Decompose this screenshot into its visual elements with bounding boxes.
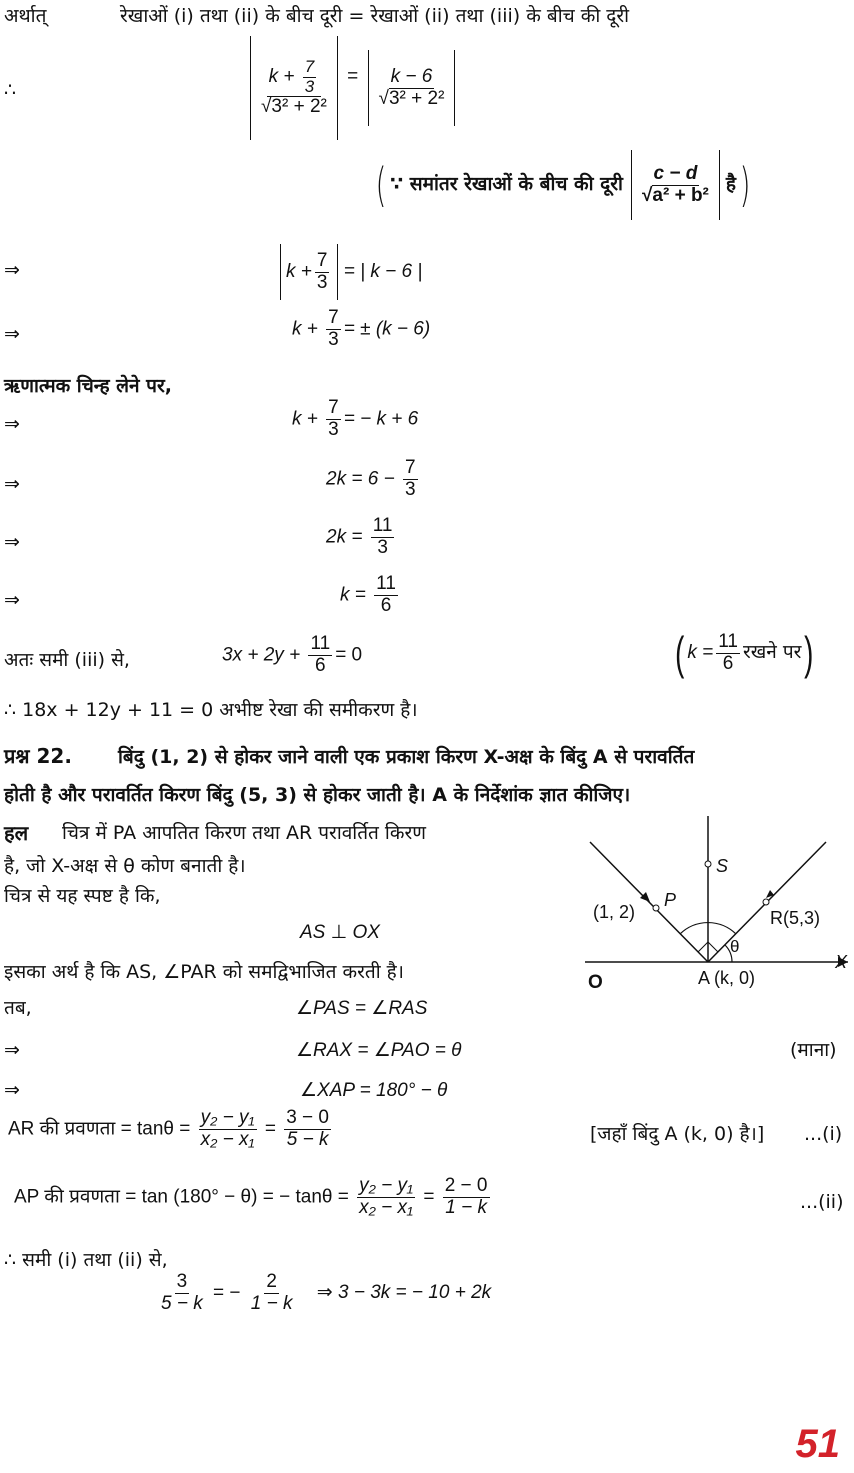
distance-statement: रेखाओं (i) तथा (ii) के बीच दूरी = रेखाओं (ii) तथा (iii) के बीच की दूरी <box>120 5 630 27</box>
solution-label: हल <box>4 821 29 845</box>
p-coordinate-label: (1, 2) <box>593 902 636 922</box>
angle-eq-2: ∠RAX = ∠PAO = θ <box>296 1040 462 1061</box>
question-22-label: प्रश्न 22. <box>4 744 72 768</box>
equation-8: 3x + 2y + $\frac{11}{6}$ = 0 <box>222 633 363 676</box>
substitution-note: ( k = $\frac{11}{6}$ रखने पर ) <box>675 627 814 679</box>
equation-5: 2k = 6 − $\frac{7}{3}$ <box>326 457 416 500</box>
implies-5: ⇒ <box>4 532 20 553</box>
question-22-line-1: बिंदु (1, 2) से होकर जाने वाली एक प्रकाश किरण X-अक्ष के बिंदु A से परावर्तित <box>118 746 695 768</box>
line-arthat: अर्थात् <box>4 5 47 27</box>
p-label: P <box>664 890 677 910</box>
ar-slope-equation: AR की प्रवणता = tanθ = $\frac{\text{y₂ − y₁}}{\text{x₂ − x₁}}$ = $\frac{3 - 0}{5 - k}$ <box>8 1107 329 1150</box>
equation-7: k = $\frac{11}{6}$ <box>340 573 396 616</box>
angle-eq-3: ∠XAP = 180° − θ <box>300 1080 448 1101</box>
ref-ii: ...(ii) <box>800 1191 844 1213</box>
solution-line-2: है, जो X-अक्ष से θ कोण बनाती है। <box>4 855 246 877</box>
angle-eq-1: ∠PAS = ∠RAS <box>296 998 428 1019</box>
ata-text: अतः समी (iii) से, <box>4 649 130 671</box>
s-label: S <box>716 856 729 876</box>
a-label: A (k, 0) <box>698 968 756 988</box>
question-22-line-2: होती है और परावर्तित किरण बिंदु (5, 3) से होकर जाती है। A के निर्देशांक ज्ञात कीजिए। <box>4 784 631 806</box>
equation-4: k + $\frac{7}{3}$ = − k + 6 <box>292 397 419 440</box>
x-label: X <box>835 952 848 972</box>
point-p <box>653 905 659 911</box>
page-number: 51 <box>795 1422 840 1466</box>
equation-3: k + $\frac{7}{3}$ = ± (k − 6) <box>292 307 431 350</box>
o-label: O <box>588 972 603 993</box>
solution-line-1: चित्र में PA आपतित किरण तथा AR परावर्तित किरण <box>62 822 426 844</box>
ar-note: [जहाँ बिंदु A (k, 0) है।] <box>590 1123 765 1145</box>
reflection-diagram <box>580 812 854 1002</box>
solution-line-3: चित्र से यह स्पष्ट है कि, <box>4 885 161 907</box>
assumed-note: (माना) <box>790 1039 837 1061</box>
tab-text: तब, <box>4 997 32 1019</box>
equation-6: 2k = $\frac{11}{3}$ <box>326 515 393 558</box>
from-equations: ∴ समी (i) तथा (ii) से, <box>4 1249 168 1271</box>
implies-1: ⇒ <box>4 260 20 281</box>
equation-1: k + $\frac{7}{3}$ √3² + 2² = $\frac{k - 6}{\text{√3² + 2²}}$ <box>250 36 455 140</box>
equation-2: k + $\frac{7}{3}$ = | k − 6 | <box>280 244 422 300</box>
therefore-symbol: ∴ <box>4 79 17 101</box>
final-equation-line: ∴ 18x + 12y + 11 = 0 अभीष्ट रेखा की समीकरण है। <box>4 699 418 721</box>
implies-8: ⇒ <box>4 1080 20 1101</box>
negative-sign-text: ऋणात्मक चिन्ह लेने पर, <box>4 375 172 397</box>
bisect-line: इसका अर्थ है कि AS, ∠PAR को समद्विभाजित करती है। <box>4 961 404 983</box>
point-s <box>705 861 711 867</box>
perpendicular-statement: AS ⊥ OX <box>300 922 380 943</box>
implies-6: ⇒ <box>4 590 20 611</box>
implies-3: ⇒ <box>4 414 20 435</box>
final-step-equation: $\frac{3}{5 - k}$ = − $\frac{2}{1 - k}$ ⇒ 3 − 3k = − 10 + 2k <box>161 1271 492 1314</box>
implies-7: ⇒ <box>4 1040 20 1061</box>
ref-i: ...(i) <box>804 1123 843 1145</box>
parallel-distance-note: ( ∵ समांतर रेखाओं के बीच की दूरी $\frac{c - d}{\text{√a² + b²}}$ है ) <box>372 150 754 220</box>
implies-2: ⇒ <box>4 324 20 345</box>
r-label: R(5,3) <box>770 908 821 928</box>
ap-slope-equation: AP की प्रवणता = tan (180° − θ) = − tanθ = $\frac{\text{y₂ − y₁}}{\text{x₂ − x₁}}$ = $\frac{2 - 0}{1 - k}$ <box>14 1175 488 1218</box>
implies-4: ⇒ <box>4 474 20 495</box>
point-r <box>763 899 769 905</box>
theta-label: θ <box>730 937 740 956</box>
